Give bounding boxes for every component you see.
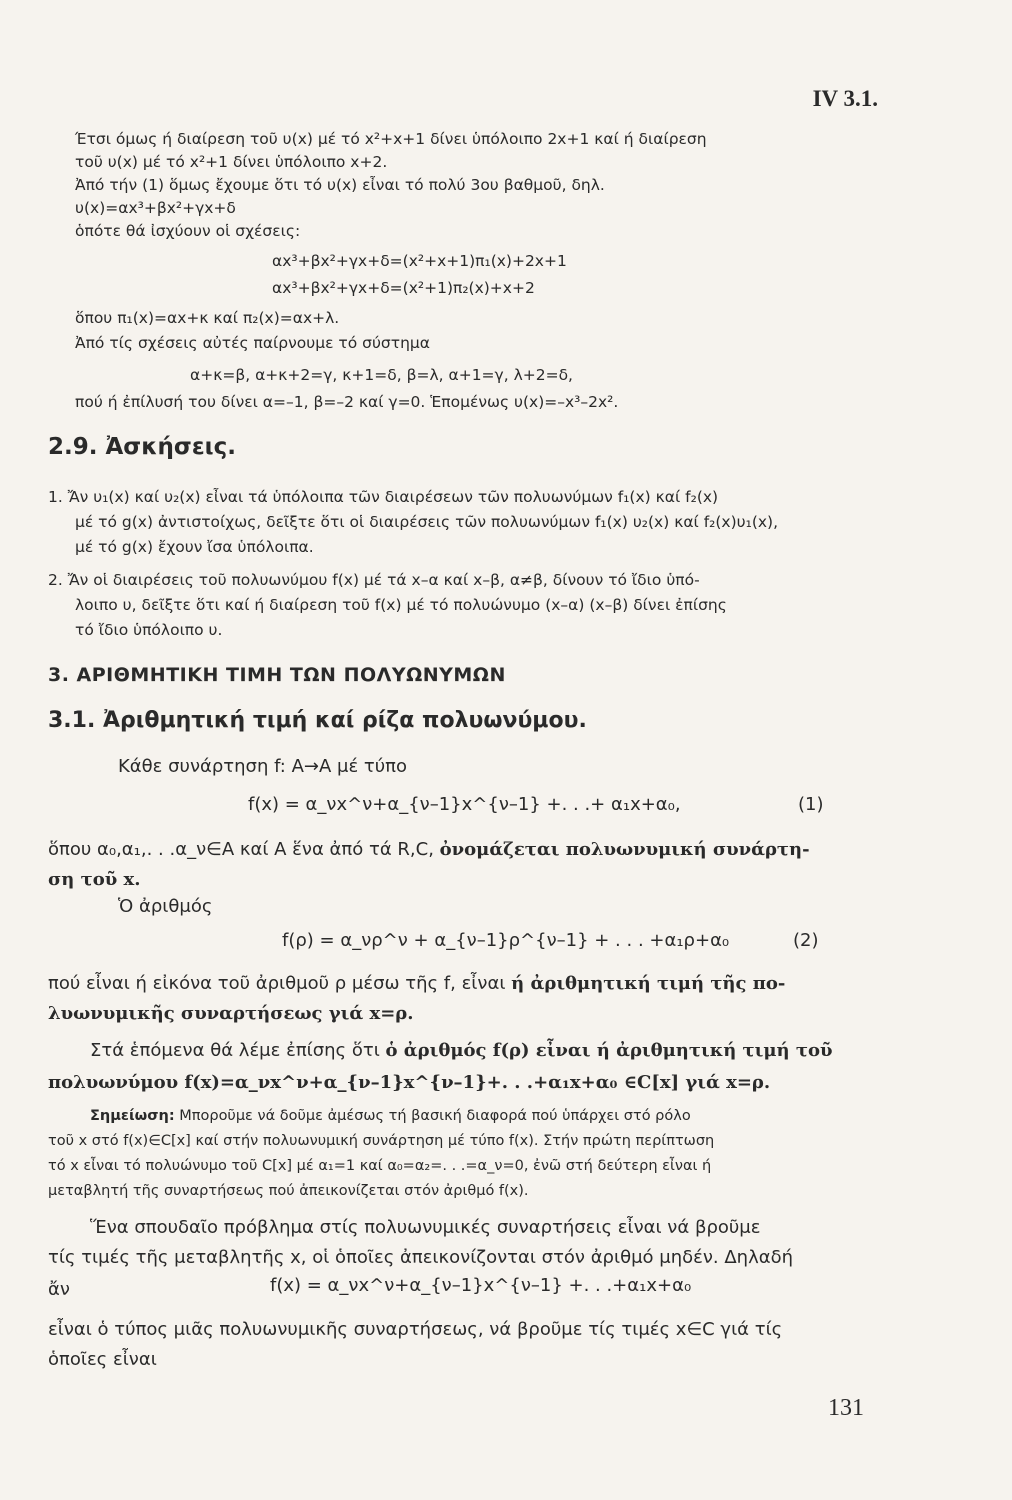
exercise-line: 2. Ἄν οἱ διαιρέσεις τοῦ πολυωνύμου f(x) μέ τά x–α καί x–β, α≠β, δίνουν τό ἴδιο ὑπό- bbox=[48, 571, 700, 589]
formula-3: f(x) = α_νx^ν+α_{ν–1}x^{ν–1} +. . .+α₁x+α₀ bbox=[270, 1275, 692, 1296]
text-line: λυωνυμικῆς συναρτήσεως γιά x=ρ. bbox=[48, 1003, 414, 1024]
text-line: υ(x)=αx³+βx²+γx+δ bbox=[75, 199, 236, 217]
exercise-line: μέ τό g(x) ἀντιστοίχως, δεῖξτε ὅτι οἱ διαιρέσεις τῶν πολυωνύμων f₁(x) υ₂(x) καί f₂(x)υ₁(x), bbox=[75, 513, 779, 531]
section-heading: 3.1. Ἀριθμητική τιμή καί ρίζα πολυωνύμου. bbox=[48, 708, 587, 733]
note-line: μεταβλητή τῆς συναρτήσεως πού ἀπεικονίζεται στόν ἀριθμό f(x). bbox=[48, 1183, 529, 1199]
bold-run: ὁ ἀριθμός f(ρ) εἶναι ή ἀριθμητική τιμή τοῦ bbox=[385, 1040, 833, 1061]
text-line: τοῦ υ(x) μέ τό x²+1 δίνει ὑπόλοιπο x+2. bbox=[75, 153, 388, 171]
text-line: ση τοῦ x. bbox=[48, 869, 141, 890]
text-line bbox=[48, 835, 810, 865]
chapter-heading: 3. ΑΡΙΘΜΗΤΙΚΗ ΤΙΜΗ ΤΩΝ ΠΟΛΥΩΝΥΜΩΝ bbox=[48, 664, 506, 686]
text-line: πού ή ἐπίλυσή του δίνει α=–1, β=–2 καί γ=0. Ἑπομένως υ(x)=–x³–2x². bbox=[75, 393, 619, 411]
text-run: πού εἶναι ή εἰκόνα τοῦ ἀριθμοῦ ρ μέσω τῆς f, εἶναι bbox=[48, 973, 506, 994]
text-line: πολυωνύμου f(x)=α_νx^ν+α_{ν–1}x^{ν–1}+. . .+α₁x+α₀ ∈C[x] γιά x=ρ. bbox=[48, 1072, 771, 1093]
note-line: τοῦ x στό f(x)∈C[x] καί στήν πολυωνυμική συνάρτηση μέ τύπο f(x). Στήν πρώτη περίπτωση bbox=[48, 1133, 715, 1149]
note-line: τό x εἶναι τό πολυώνυμο τοῦ C[x] μέ α₁=1 καί α₀=α₂=. . .=α_ν=0, ἐνῶ στή δεύτερη εἶναι ή bbox=[48, 1158, 712, 1174]
formula-2: f(ρ) = α_νρ^ν + α_{ν–1}ρ^{ν–1} + . . . +α₁ρ+α₀ bbox=[282, 930, 730, 951]
note-line bbox=[90, 1105, 691, 1127]
exercise-line: 1. Ἄν υ₁(x) καί υ₂(x) εἶναι τά ὑπόλοιπα τῶν διαιρέσεων τῶν πολυωνύμων f₁(x) καί f₂(x) bbox=[48, 488, 719, 506]
text-line: Έτσι όμως ή διαίρεση τοῦ υ(x) μέ τό x²+x+1 δίνει ὑπόλοιπο 2x+1 καί ή διαίρεση bbox=[75, 130, 707, 148]
text-line: Ἀπό τίς σχέσεις αὐτές παίρνουμε τό σύστημα bbox=[75, 334, 430, 352]
formula-number: (2) bbox=[793, 930, 819, 951]
text-line: ἄν bbox=[48, 1279, 70, 1300]
text-line: Ἀπό τήν (1) ὅμως ἔχουμε ὅτι τό υ(x) εἶναι τό πολύ 3ου βαθμοῦ, δηλ. bbox=[75, 176, 605, 194]
text-run: Στά ἑπόμενα θά λέμε ἐπίσης ὅτι bbox=[90, 1040, 380, 1061]
text-line bbox=[90, 1036, 833, 1066]
exercise-line: μέ τό g(x) ἔχουν ἴσα ὑπόλοιπα. bbox=[75, 538, 314, 556]
running-head: IV 3.1. bbox=[812, 86, 878, 111]
equation-system: α+κ=β, α+κ+2=γ, κ+1=δ, β=λ, α+1=γ, λ+2=δ, bbox=[190, 366, 573, 384]
text-line: τίς τιμές τῆς μεταβλητῆς x, οἱ ὁποῖες ἀπεικονίζονται στόν ἀριθμό μηδέν. Δηλαδή bbox=[48, 1247, 794, 1268]
text-line: ὁπότε θά ἰσχύουν οἱ σχέσεις: bbox=[75, 222, 301, 240]
equation-1: αx³+βx²+γx+δ=(x²+x+1)π₁(x)+2x+1 bbox=[272, 252, 567, 270]
note-label: Σημείωση: bbox=[90, 1108, 175, 1124]
section-heading: 2.9. Ἀσκήσεις. bbox=[48, 434, 236, 460]
text-line: Ἕνα σπουδαῖο πρόβλημα στίς πολυωνυμικές συναρτήσεις εἶναι νά βροῦμε bbox=[90, 1217, 761, 1238]
formula-1: f(x) = α_νx^ν+α_{ν–1}x^{ν–1} +. . .+ α₁x+α₀, bbox=[248, 794, 681, 815]
exercise-line: τό ἴδιο ὑπόλοιπο υ. bbox=[75, 621, 223, 639]
text-run: Μποροῦμε νά δοῦμε ἀμέσως τή βασική διαφορά πού ὑπάρχει στό ρόλο bbox=[179, 1108, 691, 1124]
text-line: Κάθε συνάρτηση f: A→A μέ τύπο bbox=[118, 756, 408, 777]
bold-run: ὀνομάζεται πολυωνυμική συνάρτη- bbox=[439, 839, 810, 860]
equation-2: αx³+βx²+γx+δ=(x²+1)π₂(x)+x+2 bbox=[272, 279, 535, 297]
exercise-line: λοιπο υ, δεῖξτε ὅτι καί ή διαίρεση τοῦ f(x) μέ τό πολυώνυμο (x–α) (x–β) δίνει ἐπίσης bbox=[75, 596, 727, 614]
text-run: ὅπου α₀,α₁,. . .α_ν∈A καί A ἕνα ἀπό τά R,C, bbox=[48, 839, 434, 860]
formula-number: (1) bbox=[798, 794, 824, 815]
text-line: Ὁ ἀριθμός bbox=[118, 896, 213, 917]
text-line: ὁποῖες εἶναι bbox=[48, 1349, 157, 1370]
text-line bbox=[48, 969, 785, 999]
bold-run: ή ἀριθμητική τιμή τῆς πο- bbox=[511, 973, 786, 994]
text-line: ὅπου π₁(x)=αx+κ καί π₂(x)=αx+λ. bbox=[75, 309, 340, 327]
text-line: εἶναι ὁ τύπος μιᾶς πολυωνυμικῆς συναρτήσεως, νά βροῦμε τίς τιμές x∈C γιά τίς bbox=[48, 1319, 783, 1340]
page-number: 131 bbox=[828, 1395, 864, 1421]
